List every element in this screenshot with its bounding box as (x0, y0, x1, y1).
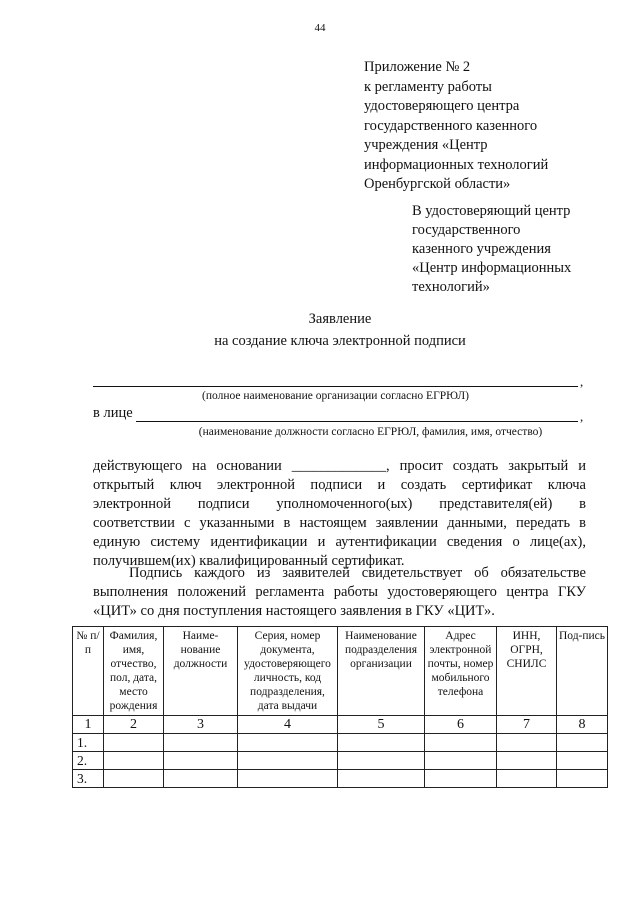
organization-caption: (полное наименование организации согласно ЕГРЮЛ) (202, 390, 469, 402)
paragraph-line: открытый ключ электронной подписи и создать сертификат ключа (93, 477, 586, 493)
appendix-line: информационных технологий (364, 156, 549, 173)
person-caption: (наименование должности согласно ЕГРЮЛ, фамилия, имя, отчество) (198, 426, 543, 438)
table-cell[interactable] (425, 752, 497, 770)
document-title: Заявление (308, 311, 372, 327)
table-cell[interactable] (497, 752, 557, 770)
column-number: 3 (164, 716, 238, 734)
table-cell[interactable] (497, 770, 557, 788)
person-line (136, 421, 578, 422)
organization-comma: , (580, 374, 584, 389)
appendix-line: учреждения «Центр (364, 137, 488, 153)
paragraph-line: Подпись каждого из заявителей свидетельствует об обязательстве (129, 565, 586, 581)
header-position: Наиме-нование должности (164, 627, 238, 716)
appendix-line: удостоверяющего центра (364, 98, 520, 114)
header-number: № п/п (73, 627, 104, 716)
table-cell[interactable] (238, 734, 338, 752)
table-cell[interactable] (425, 734, 497, 752)
table-cell[interactable] (338, 752, 425, 770)
table-cell[interactable] (497, 734, 557, 752)
row-number: 3. (73, 770, 104, 788)
recipient-block (412, 202, 571, 297)
column-number: 1 (73, 716, 104, 734)
header-tax-ids: ИНН, ОГРН, СНИЛС (497, 627, 557, 716)
column-number: 4 (238, 716, 338, 734)
table-cell[interactable] (425, 770, 497, 788)
paragraph-line: получившем(их) квалифицированный сертификат. (93, 553, 405, 569)
table-cell[interactable] (104, 734, 164, 752)
table-cell[interactable] (338, 770, 425, 788)
paragraph-line: выполнения положений регламента работы удостоверяющего центра ГКУ (93, 584, 586, 600)
table-row (73, 752, 608, 770)
column-number: 8 (557, 716, 608, 734)
table-cell[interactable] (164, 752, 238, 770)
table-cell[interactable] (557, 734, 608, 752)
row-number: 2. (73, 752, 104, 770)
recipient-line: технологий» (412, 279, 490, 295)
table-cell[interactable] (164, 734, 238, 752)
paragraph-request (93, 457, 586, 571)
table-header-row (73, 627, 608, 716)
table-row (73, 770, 608, 788)
table-cell[interactable] (338, 734, 425, 752)
recipient-line: В удостоверяющий центр (412, 203, 571, 219)
appendix-line: Приложение № 2 (364, 59, 471, 75)
paragraph-line: единую систему идентификации и аутентификации сведения о лице(ах), (93, 534, 586, 550)
appendix-block (364, 58, 548, 195)
applicants-table (72, 626, 608, 788)
person-prefix: в лице (93, 405, 133, 421)
column-numbers-row (73, 716, 608, 734)
header-contacts: Адрес электронной почты, номер мобильного телефона (425, 627, 497, 716)
column-number: 7 (497, 716, 557, 734)
table-cell[interactable] (238, 752, 338, 770)
recipient-line: «Центр информационных (412, 260, 572, 276)
column-number: 2 (104, 716, 164, 734)
paragraph-line: электронной подписи уполномоченного(ых) представителя(ей) в (93, 496, 586, 512)
paragraph-line: соответствии с указанными в настоящем заявлении данными, передать в (93, 515, 586, 531)
table-row (73, 734, 608, 752)
header-signature: Под-пись (557, 627, 608, 716)
page-number: 44 (314, 22, 326, 34)
organization-name-line (93, 386, 578, 387)
table-cell[interactable] (104, 752, 164, 770)
column-number: 5 (338, 716, 425, 734)
recipient-line: государственного (412, 222, 521, 238)
appendix-line: Оренбургской области» (364, 176, 511, 192)
document-subtitle: на создание ключа электронной подписи (214, 333, 466, 349)
paragraph-line: действующего на основании _____________, просит создать закрытый и (93, 458, 586, 474)
table-cell[interactable] (104, 770, 164, 788)
header-identity-document: Серия, номер документа, удостоверяющего личность, код подразделения, дата выдачи (238, 627, 338, 716)
paragraph-signature (93, 564, 586, 621)
table-cell[interactable] (238, 770, 338, 788)
recipient-line: казенного учреждения (412, 241, 551, 257)
header-department: Наименование подразделения организации (338, 627, 425, 716)
header-full-name: Фамилия, имя, отчество, пол, дата, место рождения (104, 627, 164, 716)
column-number: 6 (425, 716, 497, 734)
appendix-line: государственного казенного (364, 117, 538, 134)
table-cell[interactable] (164, 770, 238, 788)
table-cell[interactable] (557, 770, 608, 788)
appendix-line: к регламенту работы (364, 78, 492, 95)
person-comma: , (580, 409, 584, 424)
paragraph-line: «ЦИТ» со дня поступления настоящего заявления в ГКУ «ЦИТ». (93, 603, 495, 619)
row-number: 1. (73, 734, 104, 752)
table-cell[interactable] (557, 752, 608, 770)
